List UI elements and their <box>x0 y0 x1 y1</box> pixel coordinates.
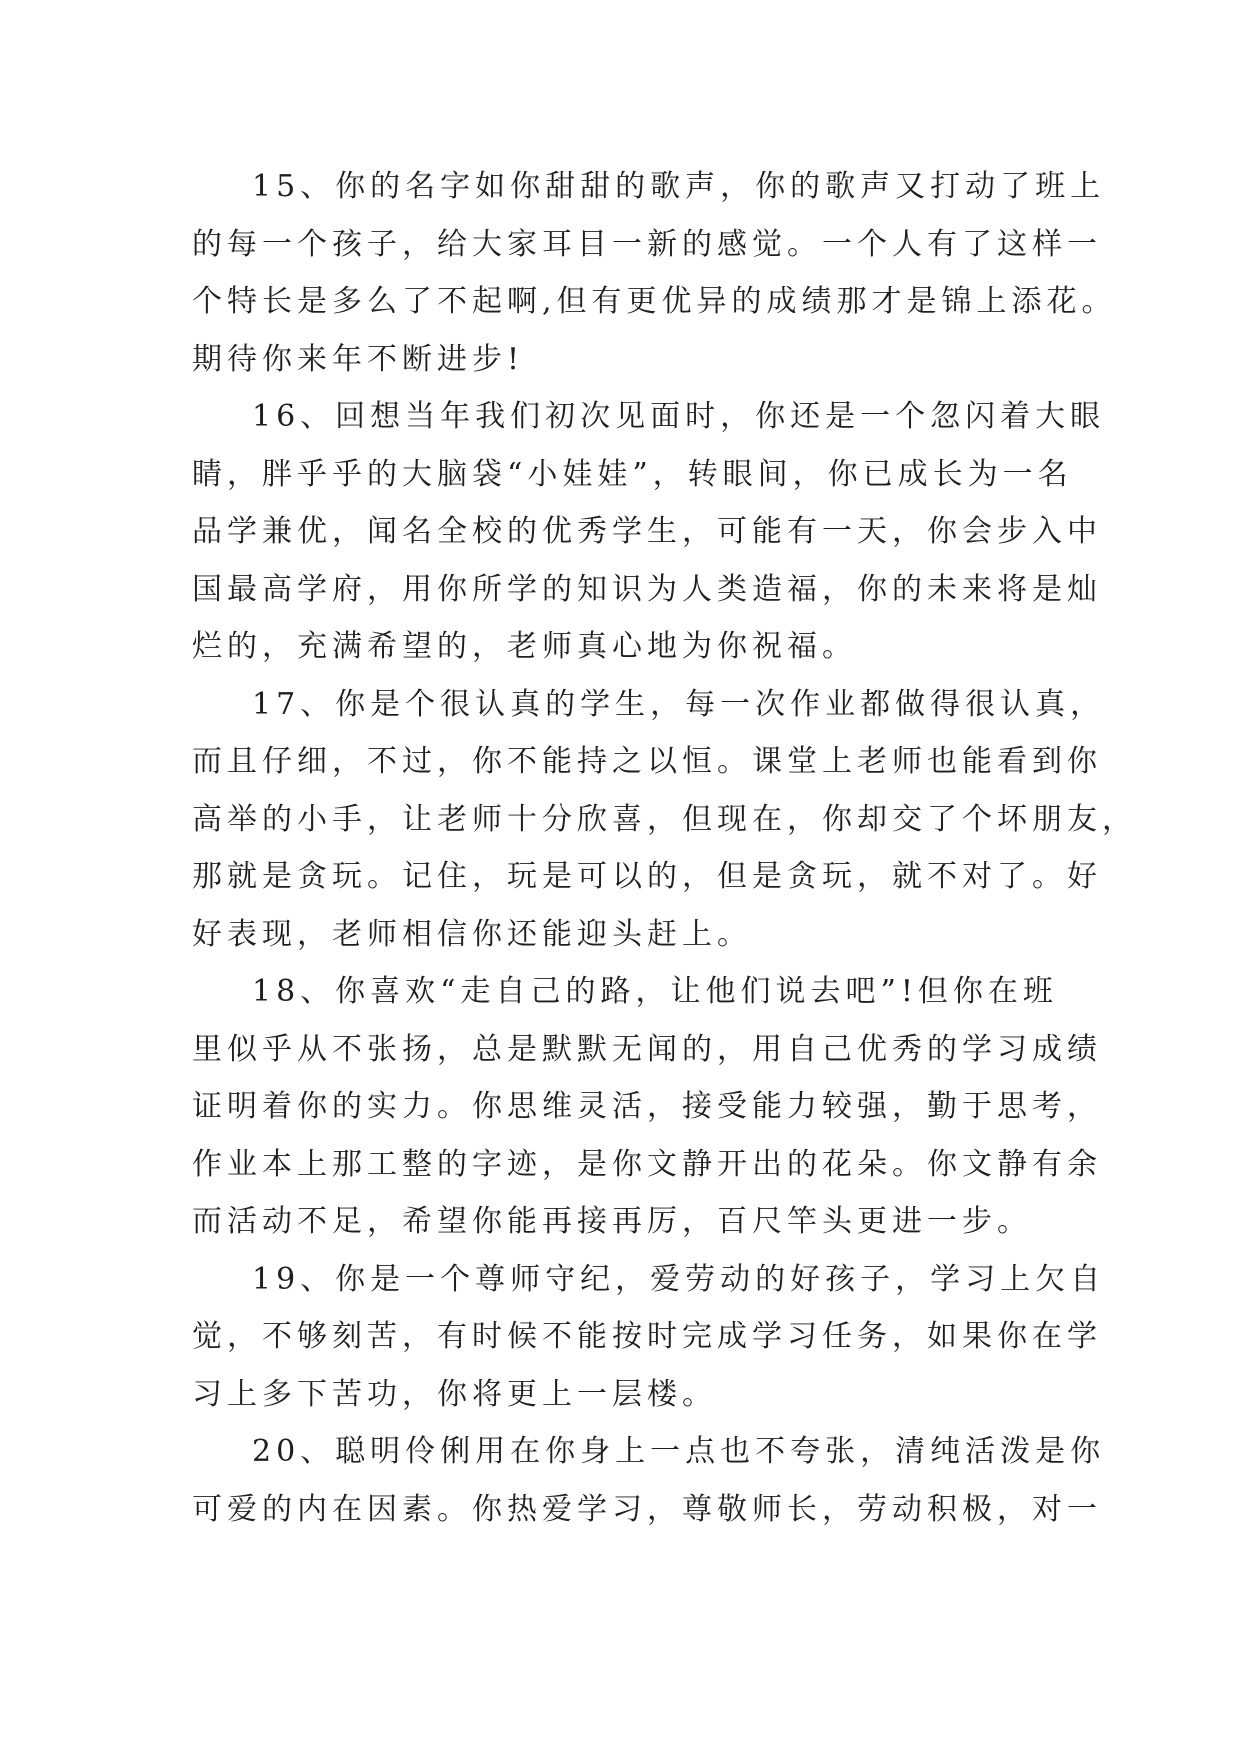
paragraph-15-line-2: 的每一个孩子，给大家耳目一新的感觉。一个人有了这样一 <box>192 226 1102 262</box>
paragraph-15-line-3: 个特长是多么了不起啊,但有更优异的成绩那才是锦上添花。 <box>192 284 1117 319</box>
paragraph-16-line-2: 睛，胖乎乎的大脑袋“小娃娃”，转眼间，你已成长为一名 <box>192 456 1073 492</box>
paragraph-19-line-2: 觉，不够刻苦，有时候不能按时完成学习任务，如果你在学 <box>192 1319 1102 1354</box>
paragraph-17-line-4: 那就是贪玩。记住，玩是可以的，但是贪玩，就不对了。好 <box>192 859 1102 894</box>
paragraph-19-line-3: 习上多下苦功，你将更上一层楼。 <box>192 1376 717 1412</box>
paragraph-16-line-3: 品学兼优，闻名全校的优秀学生，可能有一天，你会步入中 <box>192 514 1102 549</box>
paragraph-18-line-5: 而活动不足，希望你能再接再厉，百尺竿头更进一步。 <box>192 1204 1032 1239</box>
paragraph-16-line-1: 16、回想当年我们初次见面时，你还是一个忽闪着大眼 <box>252 399 1106 434</box>
paragraph-17-line-2: 而且仔细，不过，你不能持之以恒。课堂上老师也能看到你 <box>192 744 1102 779</box>
paragraph-18-line-4: 作业本上那工整的字迹，是你文静开出的花朵。你文静有余 <box>192 1146 1102 1182</box>
comment-text-body <box>192 158 1137 1538</box>
paragraph-15-line-1: 15、你的名字如你甜甜的歌声，你的歌声又打动了班上 <box>252 169 1106 204</box>
paragraph-15-line-4: 期待你来年不断进步! <box>192 341 525 377</box>
paragraph-20-line-1: 20、聪明伶俐用在你身上一点也不夸张，清纯活泼是你 <box>252 1434 1106 1469</box>
paragraph-16-line-4: 国最高学府，用你所学的知识为人类造福，你的未来将是灿 <box>192 571 1102 607</box>
paragraph-20-line-2: 可爱的内在因素。你热爱学习，尊敬师长，劳动积极，对一 <box>192 1491 1102 1527</box>
paragraph-17-line-1: 17、你是个很认真的学生，每一次作业都做得很认真， <box>252 686 1106 722</box>
paragraph-18-line-3: 证明着你的实力。你思维灵活，接受能力较强，勤于思考， <box>192 1089 1102 1124</box>
paragraph-16-line-5: 烂的，充满希望的，老师真心地为你祝福。 <box>192 629 857 664</box>
paragraph-17-line-5: 好表现，老师相信你还能迎头赶上。 <box>192 916 752 952</box>
paragraph-18-line-1: 18、你喜欢“走自己的路，让他们说去吧”!但你在班 <box>252 974 1058 1009</box>
paragraph-19-line-1: 19、你是一个尊师守纪，爱劳动的好孩子，学习上欠自 <box>252 1261 1106 1297</box>
paragraph-18-line-2: 里似乎从不张扬，总是默默无闻的，用自己优秀的学习成绩 <box>192 1031 1102 1067</box>
paragraph-17-line-3: 高举的小手，让老师十分欣喜，但现在，你却交了个坏朋友， <box>192 801 1137 837</box>
